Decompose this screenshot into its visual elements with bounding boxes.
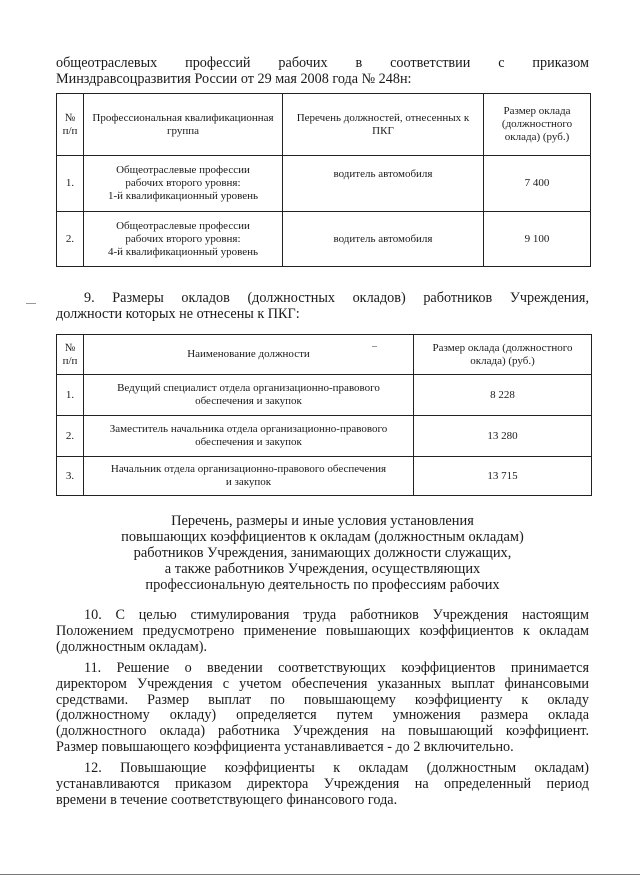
position-name: Заместитель начальника отдела организационно-правового обеспечения и закупок xyxy=(84,416,414,457)
intro-line: Минздравсоцразвития России от 29 мая 2008 года № 248н: xyxy=(56,70,412,87)
paragraph-line: (должностным окладам). xyxy=(56,638,208,655)
paragraph-line: директором Учреждения с учетом обеспечения указанных выплат финансовыми xyxy=(56,675,589,692)
row-number: 1. xyxy=(57,375,84,416)
salary-value: 13 715 xyxy=(414,457,592,496)
section-title-line: повышающих коэффициентов к окладам (должностным окладам) xyxy=(121,529,524,545)
column-header: Размер оклада (должностного оклада) (руб.) xyxy=(484,94,591,156)
section-title-line: работников Учреждения, занимающих должности служащих, xyxy=(133,545,512,561)
qualification-group: Общеотраслевые профессии рабочих второго уровня: 1-й квалификационный уровень xyxy=(84,156,283,212)
paragraph-line: средствами. Размер выплат по повышающему коэффициенту к окладу xyxy=(56,691,589,708)
paragraph-line: (должностного оклада) работника Учреждения на повышающий коэффициент. xyxy=(56,723,589,740)
table-row xyxy=(57,212,591,267)
paragraph-line: 12. Повышающие коэффициенты к окладам (должностным окладам) xyxy=(84,760,589,776)
salary-value: 9 100 xyxy=(484,212,591,267)
column-header: Перечень должностей, отнесенных к ПКГ xyxy=(283,94,484,156)
position-name: Начальник отдела организационно-правового обеспечения и закупок xyxy=(84,457,414,496)
intro-line: общеотраслевых профессий рабочих в соответствии с приказом xyxy=(56,55,589,71)
row-number: 1. xyxy=(57,156,84,212)
column-header: Размер оклада (должностного оклада) (руб.) xyxy=(414,335,592,375)
section-title-line: профессиональную деятельность по профессиям рабочих xyxy=(145,577,500,593)
paragraph-line: 11. Решение о введении соответствующих коэффициентов принимается xyxy=(84,660,589,676)
section-title xyxy=(56,513,589,593)
table-row xyxy=(57,457,592,496)
paragraph-12 xyxy=(56,761,589,808)
non-pkg-salary-table xyxy=(56,334,592,496)
paragraph-line: 10. С целью стимулирования труда работников Учреждения настоящим xyxy=(84,607,589,623)
paragraph-line: устанавливаются приказом директора Учреждения на определенный период xyxy=(56,775,589,792)
scan-speck xyxy=(372,346,377,347)
position-name: водитель автомобиля xyxy=(283,212,484,267)
scan-edge-line xyxy=(0,874,640,875)
row-number: 2. xyxy=(57,416,84,457)
position-name: Ведущий специалист отдела организационно-правового обеспечения и закупок xyxy=(84,375,414,416)
table-row xyxy=(57,416,592,457)
row-number: 2. xyxy=(57,212,84,267)
salary-value: 7 400 xyxy=(484,156,591,212)
column-header: № п/п xyxy=(57,335,84,375)
paragraph-11 xyxy=(56,661,589,756)
table-header-row xyxy=(57,94,591,156)
table-row xyxy=(57,375,592,416)
qualification-group: Общеотраслевые профессии рабочих второго уровня: 4-й квалификационный уровень xyxy=(84,212,283,267)
row-number: 3. xyxy=(57,457,84,496)
position-name: водитель автомобиля xyxy=(283,156,484,212)
column-header: Профессиональная квалификационная группа xyxy=(84,94,283,156)
paragraph-line: Положением предусмотрено применение повышающих коэффициентов к окладам xyxy=(56,622,589,639)
table-row xyxy=(57,156,591,212)
paragraph-9 xyxy=(56,291,589,323)
section-title-line: а также работников Учреждения, осуществляющих xyxy=(164,561,481,577)
paragraph-line: 9. Размеры окладов (должностных окладов) работников Учреждения, xyxy=(84,290,589,306)
salary-value: 8 228 xyxy=(414,375,592,416)
section-title-line: Перечень, размеры и иные условия установления xyxy=(171,513,474,529)
salary-value: 13 280 xyxy=(414,416,592,457)
paragraph-line: (должностному окладу) определяется путем умножения размера оклада xyxy=(56,707,589,724)
pkg-salary-table xyxy=(56,93,591,267)
table-header-row xyxy=(57,335,592,375)
paragraph-line: должности которых не отнесены к ПКГ: xyxy=(56,305,300,322)
column-header: № п/п xyxy=(57,94,84,156)
paragraph-10 xyxy=(56,608,589,655)
paragraph-line: Размер повышающего коэффициента устанавливается - до 2 включительно. xyxy=(56,738,514,755)
paragraph-line: времени в течение соответствующего финансового года. xyxy=(56,791,398,808)
intro-paragraph xyxy=(56,56,589,88)
column-header: Наименование должности xyxy=(84,335,414,375)
scan-speck xyxy=(26,303,36,304)
